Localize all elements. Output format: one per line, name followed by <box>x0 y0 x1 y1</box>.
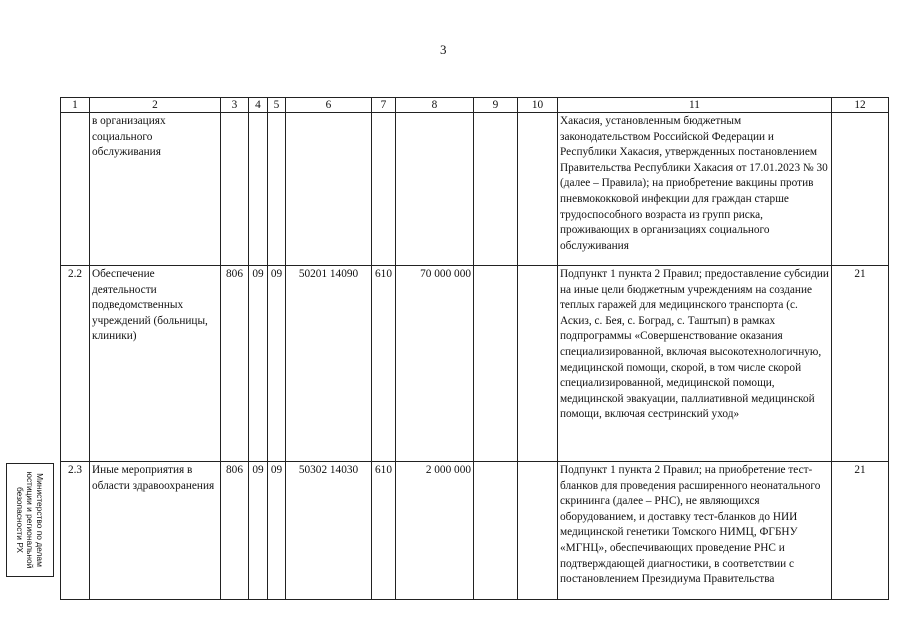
column-9 <box>474 113 518 266</box>
amount: 2 000 000 <box>396 462 474 600</box>
row-name: в организациях социального обслуживания <box>90 113 221 266</box>
table-header-row <box>61 98 889 113</box>
amount: 70 000 000 <box>396 266 474 462</box>
row-description: Подпункт 1 пункта 2 Правил; предоставление субсидии на иные цели бюджетным учреждениям на создание теплых гаражей для медицинского транспорта (с. Аскиз, с. Бея, с. Боград, с. Таштып) в рамках подпрограммы «Совершенствование оказания специализированной, включая высокотехнологичную, медицинской помощи, скорой, в том числе скорой специализированной, медицинской помощи, медицинской эвакуации, паллиативной медицинской помощи, включая сестринский уход» <box>558 266 832 462</box>
column-9 <box>474 266 518 462</box>
row-number: 2.3 <box>61 462 90 600</box>
header-cell: 1 <box>61 98 90 113</box>
table-row <box>61 113 889 266</box>
column-10 <box>518 113 558 266</box>
code-ministry <box>221 113 249 266</box>
header-cell: 2 <box>90 98 221 113</box>
table-row <box>61 266 889 462</box>
column-10 <box>518 462 558 600</box>
header-cell: 10 <box>518 98 558 113</box>
row-name: Обеспечение деятельности подведомственных учреждений (больницы, клиники) <box>90 266 221 462</box>
code-section <box>249 113 268 266</box>
target-article <box>286 113 372 266</box>
row-description: Подпункт 1 пункта 2 Правил; на приобретение тест-бланков для проведения расширенного неонатального скрининга (далее – РНС), не являющихся оборудованием, и доставку тест-бланков до НИИ медицинской генетики Томского НИМЦ, ФГБНУ «МГНЦ», обеспечивающих проведение РНС и подтверждающей диагностики, в соответствии с постановлением Президиума Правительства <box>558 462 832 600</box>
code-subsection: 09 <box>268 462 286 600</box>
column-10 <box>518 266 558 462</box>
row-number: 2.2 <box>61 266 90 462</box>
code-subsection <box>268 113 286 266</box>
page-number: 3 <box>440 42 447 57</box>
header-cell: 4 <box>249 98 268 113</box>
target-article: 50302 14030 <box>286 462 372 600</box>
code-ministry: 806 <box>221 266 249 462</box>
header-cell: 8 <box>396 98 474 113</box>
table-row <box>61 462 889 600</box>
row-number <box>61 113 90 266</box>
header-cell: 6 <box>286 98 372 113</box>
row-description: Хакасия, установленным бюджетным законодательством Российской Федерации и Республики Хакасия, утвержденных постановлением Правительства Республики Хакасия от 17.01.2023 № 30 (далее – Правила); на приобретение вакцины против пневмококковой инфекции для граждан старше трудоспособного возраста из групп риска, проживающих в организациях социального обслуживания <box>558 113 832 266</box>
code-subsection: 09 <box>268 266 286 462</box>
row-name: Иные мероприятия в области здравоохранения <box>90 462 221 600</box>
code-ministry: 806 <box>221 462 249 600</box>
target-article: 50201 14090 <box>286 266 372 462</box>
expense-type: 610 <box>372 266 396 462</box>
code-section: 09 <box>249 266 268 462</box>
header-cell: 11 <box>558 98 832 113</box>
registration-stamp <box>6 463 54 577</box>
header-cell: 7 <box>372 98 396 113</box>
column-12 <box>832 113 889 266</box>
budget-table <box>60 97 889 600</box>
expense-type <box>372 113 396 266</box>
header-cell: 5 <box>268 98 286 113</box>
header-cell: 3 <box>221 98 249 113</box>
column-12: 21 <box>832 462 889 600</box>
expense-type: 610 <box>372 462 396 600</box>
amount <box>396 113 474 266</box>
column-9 <box>474 462 518 600</box>
stamp-text: Министерство по делам юстиции и региональной безопасности РХ <box>15 471 45 569</box>
header-cell: 9 <box>474 98 518 113</box>
code-section: 09 <box>249 462 268 600</box>
column-12: 21 <box>832 266 889 462</box>
header-cell: 12 <box>832 98 889 113</box>
